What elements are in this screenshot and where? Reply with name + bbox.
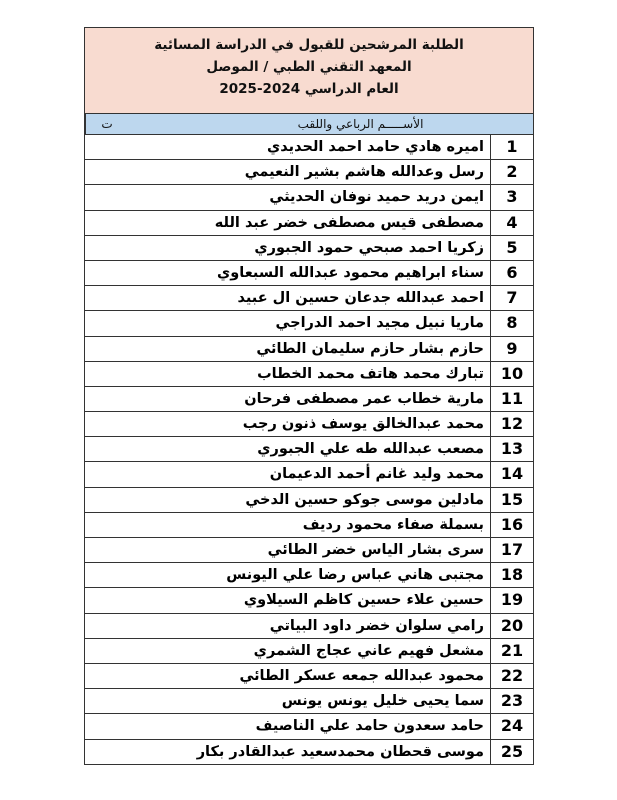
student-name: مصعب عبدالله طه علي الجبوري [257,441,484,458]
row-number: 2 [490,160,533,184]
table-row [85,513,533,538]
student-name: حازم بشار حازم سليمان الطائي [256,340,484,357]
table-row [85,563,533,588]
student-name: مشعل فهيم عاني عجاج الشمري [253,642,484,659]
row-number: 7 [490,286,533,310]
student-name: حامد سعدون حامد علي الناصيف [255,718,484,735]
table-row [85,462,533,487]
student-name: اميره هادي حامد احمد الحديدي [267,139,484,155]
row-number: 18 [490,563,533,587]
row-number: 22 [490,664,533,688]
row-number: 4 [490,211,533,235]
table-row [85,286,533,311]
row-number: 23 [490,689,533,713]
student-name: مصطفى قيس مصطفى خضر عبد الله [214,214,484,231]
student-name: سما يحيى خليل يونس يونس [281,693,484,710]
row-number: 11 [490,387,533,411]
row-number: 13 [490,437,533,461]
candidates-sheet [84,27,534,765]
row-number: 3 [490,185,533,209]
table-row [85,387,533,412]
student-name: محمد وليد غانم أحمد الدعيمان [269,466,484,483]
row-number: 10 [490,362,533,386]
row-number: 14 [490,462,533,486]
table-row [85,614,533,639]
table-row [85,740,533,765]
student-name: احمد عبدالله جدعان حسين ال عبيد [237,290,484,307]
table-row [85,437,533,462]
student-name: مجتبى هاني عباس رضا علي اليونس [226,567,484,584]
student-name: سرى بشار الياس خضر الطائي [267,542,484,558]
row-number: 17 [490,538,533,562]
row-number: 15 [490,488,533,512]
student-name: مادلين موسى جوكو حسين الدخي [245,491,484,508]
student-name: ايمن دريد حميد نوفان الحديثي [269,189,484,206]
table-row [85,236,533,261]
row-number: 5 [490,236,533,260]
row-number: 25 [490,740,533,764]
row-number: 24 [490,714,533,738]
student-name: محمود عبدالله جمعه عسكر الطائي [239,667,484,684]
student-name: رسل وعدالله هاشم بشير النعيمي [244,164,484,181]
table-header-row [85,114,533,135]
row-number: 16 [490,513,533,537]
sheet-header [85,28,533,114]
student-name: حسين علاء حسين كاظم السيلاوي [243,592,484,609]
table-row [85,160,533,185]
header-institute: المعهد التقني الطبي / الموصل [206,59,412,75]
table-row [85,538,533,563]
table-body [85,135,533,765]
table-row [85,714,533,739]
table-row [85,261,533,286]
student-name: زكريا احمد صبحي حمود الجبوري [254,239,484,256]
student-name: بسملة صفاء محمود رديف [302,516,484,533]
table-row [85,639,533,664]
header-academic-year: العام الدراسي 2024-2025 [219,81,399,97]
student-name: رامي سلوان خضر داود البياتي [269,617,484,634]
row-number: 9 [490,337,533,361]
row-number: 19 [490,588,533,612]
student-name: ماريا نبيل مجيد احمد الدراجي [275,315,484,332]
student-name: محمد عبدالخالق يوسف ذنون رجب [242,416,484,433]
row-number: 6 [490,261,533,285]
table-row [85,689,533,714]
student-name: موسى قحطان محمدسعيد عبدالقادر بكار [196,743,484,760]
row-number: 1 [490,135,533,159]
student-name: مارية خطاب عمر مصطفى فرحان [244,390,484,407]
row-number: 20 [490,614,533,638]
table-row [85,488,533,513]
table-row [85,311,533,336]
header-title: الطلبة المرشحين للقبول في الدراسة المسائية [154,37,464,53]
table-row [85,362,533,387]
table-row [85,664,533,689]
table-row [85,185,533,210]
column-header-name: الأســـــم الرباعي واللقب [297,117,424,131]
row-number: 21 [490,639,533,663]
table-row [85,412,533,437]
table-row [85,337,533,362]
table-row [85,588,533,613]
column-header-number: ت [85,114,128,134]
student-name: تبارك محمد هاتف محمد الخطاب [257,365,484,382]
row-number: 8 [490,311,533,335]
student-name: سناء ابراهيم محمود عبدالله السبعاوي [216,264,484,281]
table-row [85,211,533,236]
row-number: 12 [490,412,533,436]
table-row [85,135,533,160]
